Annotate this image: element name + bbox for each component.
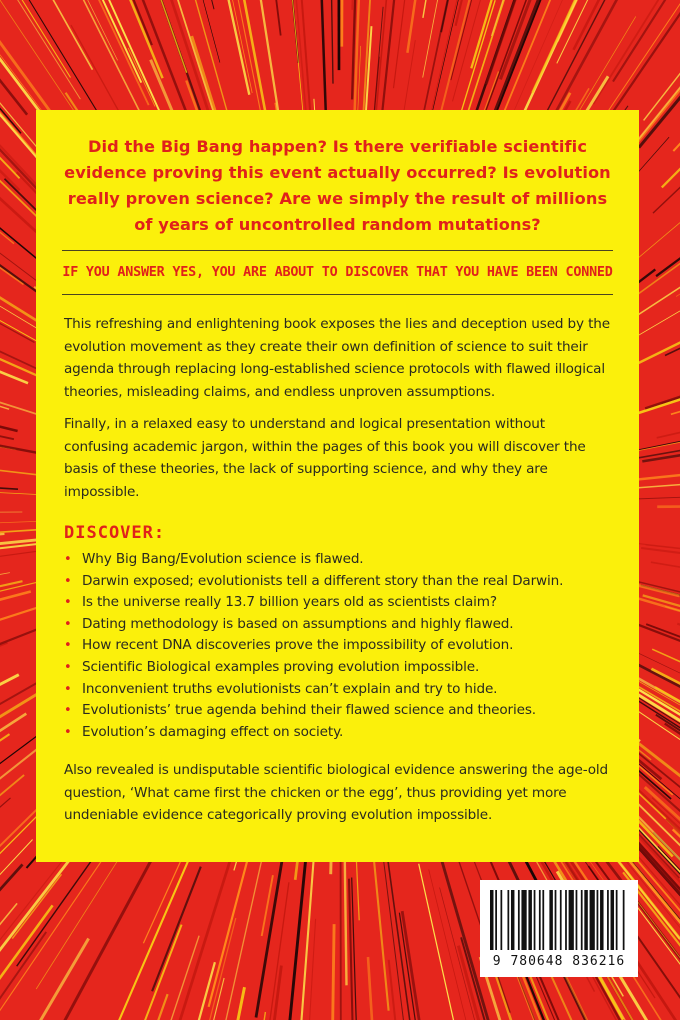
list-item: • How recent DNA discoveries prove the impossibility of evolution. — [64, 635, 611, 657]
burst-ray — [342, 0, 343, 47]
burst-ray — [131, 0, 217, 123]
burst-ray — [0, 45, 27, 115]
burst-ray — [0, 534, 5, 540]
barcode-bar — [528, 890, 531, 950]
barcode-bar — [495, 890, 497, 950]
discover-list — [64, 549, 611, 743]
burst-ray — [39, 0, 163, 78]
burst-ray — [657, 505, 680, 507]
burst-ray — [646, 624, 680, 701]
barcode-bar — [507, 890, 509, 950]
barcode-bar — [607, 890, 609, 950]
burst-ray — [338, 0, 339, 70]
list-item: • Evolutionists’ true agenda behind their flawed science and theories. — [64, 700, 611, 722]
burst-ray — [144, 978, 224, 1020]
barcode-bar — [539, 890, 541, 950]
burst-ray — [645, 327, 680, 409]
burst-ray — [0, 905, 53, 1020]
burst-ray — [651, 562, 680, 586]
burst-ray — [402, 911, 455, 1020]
barcode-bar — [616, 890, 618, 950]
barcode-bar — [549, 890, 552, 950]
barcode-bar — [611, 890, 614, 950]
burst-ray — [607, 0, 680, 114]
burst-ray — [641, 548, 680, 571]
blurb-panel — [36, 110, 639, 862]
burst-ray — [184, 0, 236, 34]
list-item: • Evolution’s damaging effect on society. — [64, 722, 611, 744]
headline-questions: Did the Big Bang happen? Is there verifiable scientific evidence proving this event actually occurred? Is evolution really proven science? Are we simply the result of millions of years of uncontrolled random mutations? — [64, 137, 611, 234]
bullet-icon: • — [64, 659, 72, 675]
barcode-bar — [584, 890, 587, 950]
barcode-bar — [560, 890, 562, 950]
discover-heading: DISCOVER: — [64, 523, 166, 543]
burst-ray — [0, 864, 23, 1020]
isbn-barcode — [480, 880, 638, 977]
list-item: • Darwin exposed; evolutionists tell a different story than the real Darwin. — [64, 571, 611, 593]
list-item: • Scientific Biological examples proving evolution impossible. — [64, 657, 611, 679]
bullet-icon: • — [64, 616, 72, 632]
intro-paragraph: This refreshing and enlightening book exposes the lies and deception used by the evolution movement as they create their own definition of science to suit their agenda through replacing long-established science protocols with flawed illogical theories, misleading claims, and endless unproven assumptions. — [64, 316, 610, 400]
barcode-bar — [511, 890, 514, 950]
list-item: • Is the universe really 13.7 billion years old as scientists claim? — [64, 592, 611, 614]
burst-ray — [593, 0, 680, 104]
list-item: • Dating methodology is based on assumptions and highly flawed. — [64, 614, 611, 636]
barcode-bar — [500, 890, 502, 950]
callout-conned: IF YOU ANSWER YES, YOU ARE ABOUT TO DISCOVER THAT YOU HAVE BEEN CONNED — [62, 265, 613, 280]
barcode-bar — [600, 890, 603, 950]
burst-ray — [329, 924, 334, 1020]
list-item: • Why Big Bang/Evolution science is flawed. — [64, 549, 611, 571]
burst-ray — [0, 484, 18, 489]
burst-ray — [368, 957, 385, 1020]
burst-ray — [40, 0, 92, 70]
barcode-bar — [534, 890, 536, 950]
barcode-bar — [490, 890, 493, 950]
burst-ray — [0, 512, 22, 513]
barcode-bar — [576, 890, 578, 950]
burst-ray — [329, 0, 333, 84]
burst-ray — [671, 359, 680, 415]
burst-ray — [0, 0, 98, 112]
barcode-bar — [569, 890, 574, 950]
closing-paragraph: Also revealed is undisputable scientific biological evidence answering the age-old question, ‘What came first the chicken or the egg’, thus providing yet more undeniable evidence categorically proving evolution impossible. — [64, 762, 608, 824]
bullet-icon: • — [64, 595, 72, 611]
burst-ray — [251, 882, 289, 1020]
burst-ray — [109, 994, 167, 1020]
barcode-bar — [565, 890, 567, 950]
burst-ray — [423, 0, 437, 18]
bullet-icon: • — [64, 638, 72, 654]
barcode-bar — [555, 890, 557, 950]
burst-ray — [381, 0, 395, 124]
burst-ray — [394, 0, 409, 88]
divider-bottom — [62, 294, 613, 295]
bullet-icon: • — [64, 681, 72, 697]
bullet-icon: • — [64, 552, 72, 567]
burst-ray — [662, 115, 680, 187]
barcode-bar — [597, 890, 599, 950]
burst-ray — [613, 0, 680, 82]
list-item: • Inconvenient truths evolutionists can’t explain and try to hide. — [64, 679, 611, 701]
bullet-icon: • — [64, 724, 72, 740]
burst-ray — [0, 573, 10, 641]
burst-ray — [0, 592, 31, 626]
bullet-icon: • — [64, 703, 72, 719]
barcode-icon — [490, 890, 628, 950]
barcode-bar — [521, 890, 526, 950]
divider-top — [62, 250, 613, 251]
barcode-bar — [590, 890, 595, 950]
barcode-bar — [623, 890, 625, 950]
burst-ray — [0, 775, 24, 838]
bullet-icon: • — [64, 573, 72, 589]
barcode-bar — [542, 890, 544, 950]
barcode-bar — [518, 890, 520, 950]
presentation-paragraph: Finally, in a relaxed easy to understand and logical presentation without confusing academic jargon, within the pages of this book you will discover the basis of these theories, the lack of supporting science, and why they are impossible. — [64, 416, 586, 500]
barcode-bar — [581, 890, 583, 950]
isbn-number: 9 780648 836216 — [492, 954, 626, 969]
